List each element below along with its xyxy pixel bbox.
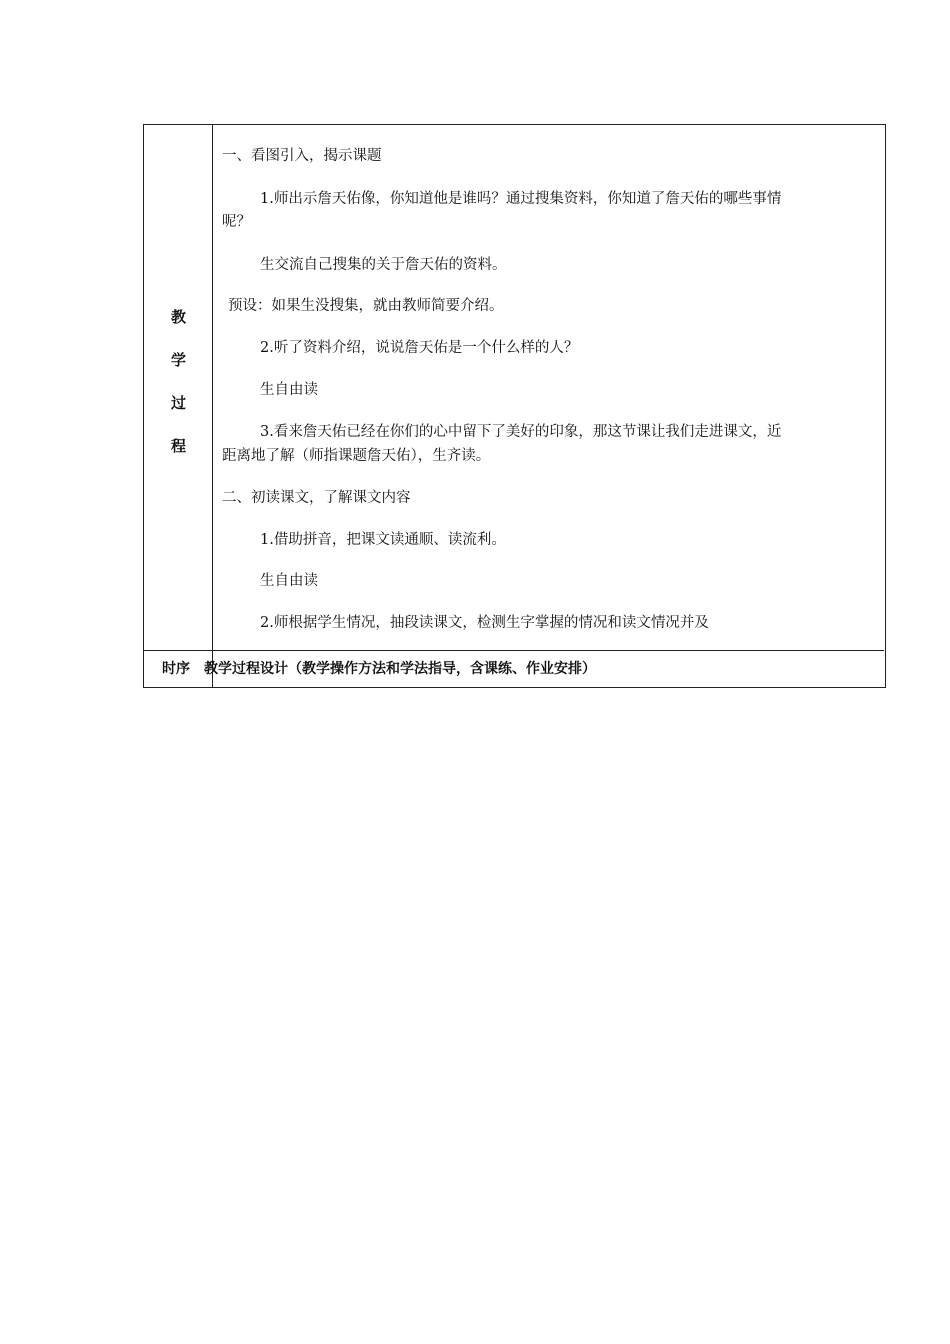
label-char: 过 bbox=[170, 394, 186, 412]
paragraph: 呢？ bbox=[222, 214, 251, 230]
bottom-row-header: 时序 教学过程设计（教学操作方法和学法指导，含课练、作业安排） bbox=[162, 661, 596, 677]
section-heading: 一、看图引入，揭示课题 bbox=[222, 148, 382, 164]
paragraph: 预设：如果生没搜集，就由教师简要介绍。 bbox=[228, 298, 504, 314]
paragraph: 生自由读 bbox=[260, 573, 318, 589]
label-char: 程 bbox=[170, 437, 186, 455]
section-heading: 二、初读课文，了解课文内容 bbox=[222, 490, 411, 506]
process-content-cell bbox=[214, 125, 885, 650]
label-char: 学 bbox=[170, 351, 186, 369]
paragraph: 1.师出示詹天佑像，你知道他是谁吗？通过搜集资料，你知道了詹天佑的哪些事情 bbox=[260, 191, 782, 207]
label-char: 教 bbox=[170, 308, 186, 326]
lesson-plan-table bbox=[143, 124, 886, 688]
table-bottom-row bbox=[144, 650, 884, 687]
paragraph: 3.看来詹天佑已经在你们的心中留下了美好的印象，那这节课让我们走进课文，近 bbox=[260, 424, 782, 440]
paragraph: 1.借助拼音，把课文读通顺、读流利。 bbox=[260, 532, 506, 548]
paragraph: 距离地了解（师指课题詹天佑），生齐读。 bbox=[222, 448, 491, 464]
paragraph: 生交流自己搜集的关于詹天佑的资料。 bbox=[260, 257, 507, 273]
section-label-cell bbox=[144, 125, 213, 650]
paragraph: 生自由读 bbox=[260, 382, 318, 398]
teaching-process-label bbox=[144, 307, 213, 479]
paragraph: 2.师根据学生情况，抽段读课文，检测生字掌握的情况和读文情况并及 bbox=[260, 615, 709, 631]
paragraph: 2.听了资料介绍，说说詹天佑是一个什么样的人？ bbox=[260, 340, 579, 356]
